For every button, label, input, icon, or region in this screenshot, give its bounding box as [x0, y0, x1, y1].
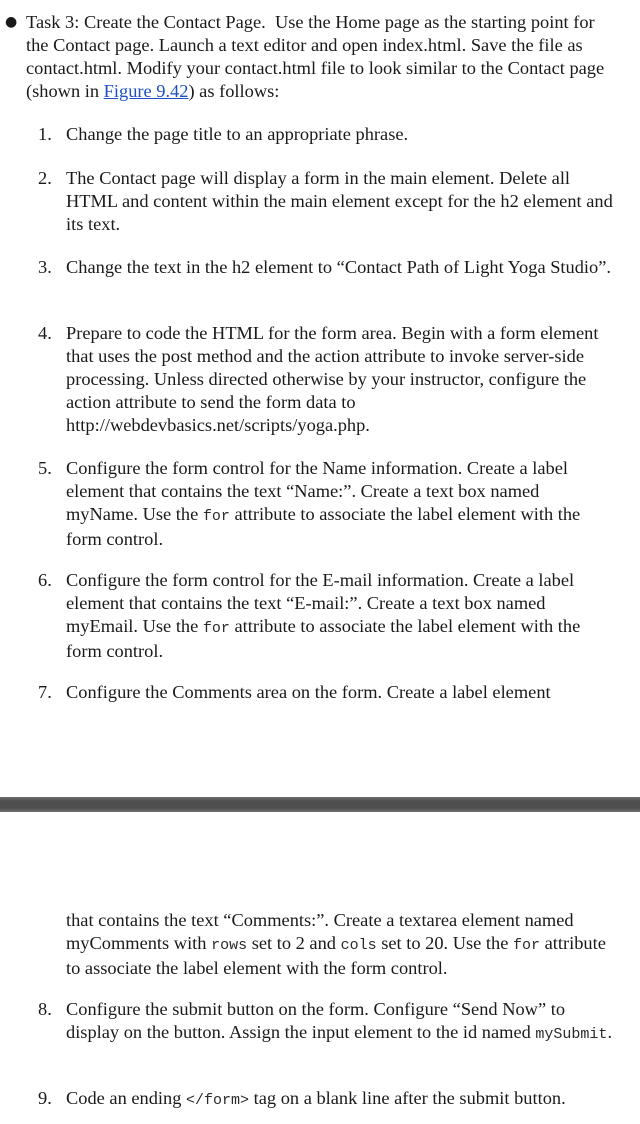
code-cols: cols	[340, 937, 377, 954]
code-for: for	[513, 937, 541, 954]
code-mysubmit: mySubmit	[535, 1026, 608, 1043]
page-bottom	[0, 812, 640, 1124]
code-form-end-tag: </form>	[186, 1092, 250, 1109]
step-text: set to 20. Use the	[376, 933, 513, 953]
step-text-end: attribute to associate the label element with the form control.	[66, 933, 606, 978]
bullet-icon: ●	[5, 14, 18, 30]
step-4	[38, 322, 614, 437]
step-8	[38, 998, 614, 1046]
step-text: Change the text in the h2 element to “Contact Path of Light Yoga Studio”.	[66, 257, 611, 277]
step-text: set to 2 and	[247, 933, 341, 953]
task-paragraph	[5, 11, 616, 103]
code-rows: rows	[211, 937, 248, 954]
step-text-end: tag on a blank line after the submit button.	[249, 1088, 566, 1108]
step-number: 2.	[38, 168, 52, 188]
step-7	[38, 681, 614, 704]
step-1	[38, 123, 614, 146]
step-3	[38, 256, 614, 279]
step-text-end: attribute to associate the label element with the form control.	[66, 616, 581, 661]
step-text: Code an ending	[66, 1088, 187, 1108]
step-7-continued	[66, 909, 614, 980]
task-intro: Task 3: Create the Contact Page. Use the Home page as the starting point for the Contact page. Launch a text editor and open index.html. Save the file as contact.html. Modify your contact.html file to look similar to the Contact page (shown in	[26, 12, 605, 101]
code-for: for	[202, 620, 230, 637]
step-number: 4.	[38, 323, 52, 343]
step-number: 6.	[38, 570, 52, 590]
step-text: Configure the form control for the Name information. Create a label element that contains the text “Name:”. Create a text box named myName. Use the	[66, 458, 568, 524]
figure-link[interactable]: Figure 9.42	[103, 81, 189, 101]
step-6	[38, 569, 614, 663]
step-2	[38, 167, 614, 236]
step-number: 3.	[38, 257, 52, 277]
step-number: 5.	[38, 458, 52, 478]
step-number: 8.	[38, 999, 52, 1019]
step-number: 1.	[38, 124, 52, 144]
step-text-end: attribute to associate the label element with the form control.	[66, 504, 581, 549]
step-text: Prepare to code the HTML for the form area. Begin with a form element that uses the post method and the action attribute to invoke server-side processing. Unless directed otherwise by your instructor, configure the action attribute to send the form data to http://webdevbasics.net/scripts/yoga.php.	[66, 323, 599, 435]
step-text-end: .	[607, 1022, 613, 1042]
step-9	[38, 1087, 614, 1112]
step-text: Change the page title to an appropriate phrase.	[66, 124, 409, 144]
code-for: for	[202, 508, 230, 525]
step-number: 7.	[38, 682, 52, 702]
step-number: 9.	[38, 1088, 52, 1108]
task-intro-end: ) as follows:	[188, 81, 280, 101]
page-break-divider	[0, 797, 640, 812]
step-text: Configure the Comments area on the form. Create a label element	[66, 682, 551, 702]
step-text: Configure the submit button on the form. Configure “Send Now” to display on the button. Assign the input element to the id named	[66, 999, 566, 1042]
step-text: Configure the form control for the E-mail information. Create a label element that contains the text “E-mail:”. Create a text box named myEmail. Use the	[66, 570, 575, 636]
step-text: The Contact page will display a form in the main element. Delete all HTML and content within the main element except for the h2 element and its text.	[66, 168, 613, 234]
step-5	[38, 457, 614, 551]
step-text: that contains the text “Comments:”. Create a textarea element named myComments with	[66, 910, 574, 953]
